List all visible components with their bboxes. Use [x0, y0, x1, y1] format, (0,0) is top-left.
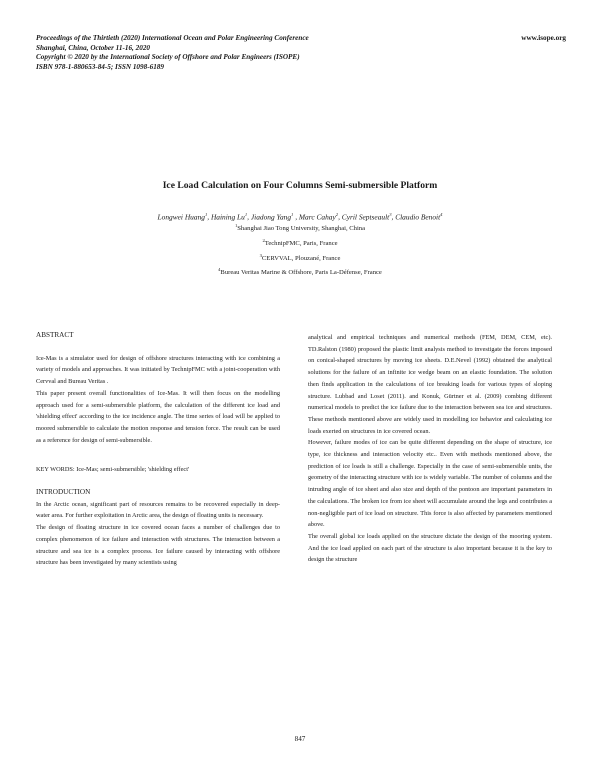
affiliation-mark: 3	[259, 253, 262, 258]
header-isbn: ISBN 978-1-880653-84-5; ISSN 1098-6189	[36, 62, 164, 71]
body-paragraph: However, failure modes of ice can be quite different depending on the shape of structure, ice type, ice thickness and interaction velocity etc.. Even with methods mentioned above, the prediction of ice loads is still a challenge. Especially in the case of semi-submersible units, the geometry of the interacting structure with ice is widely variable. The number of columns and the intruding angle of ice sheet and also size and depth of the pontoon are important parameters in the calculations. The broken ice from ice sheet will accumulate around the legs and contributes a non-negligible part of ice load on structure. This force is also affected by parameters mentioned above.	[308, 439, 552, 529]
keywords-text: Ice-Mas; semi-submersible; 'shielding effect'	[76, 466, 190, 474]
introduction-paragraph: In the Arctic ocean, significant part of resources remains to be recovered especially in deep-water area. For further exploitation in Arctic area, the design of floating units is necessary.	[36, 500, 280, 520]
affiliation	[0, 267, 600, 276]
introduction-paragraph: The design of floating structure in ice covered ocean faces a number of challenges due to complex phenomenon of ice failure and interaction with structures. The interaction between a structure and sea ice is a complex process. Ice failure caused by interacting with offshore structure has been investigated by many scientists using	[36, 524, 280, 567]
conference-header	[36, 34, 566, 72]
author-name: Longwei Huang	[157, 212, 205, 222]
author-name: Marc Cahay	[298, 212, 336, 222]
header-proceedings: Proceedings of the Thirtieth (2020) International Ocean and Polar Engineering Conference	[36, 34, 309, 42]
header-copyright: Copyright © 2020 by the International Society of Offshore and Polar Engineers (ISOPE)	[36, 53, 300, 62]
affiliation-mark: 4	[218, 267, 221, 272]
body-paragraph: The overall global ice loads applied on the structure dictate the design of the mooring system. And the ice load applied on each part of the structure is also important because it is the key to design the structure	[308, 532, 552, 564]
affiliation-mark: 2	[262, 238, 265, 243]
page-number: 847	[294, 735, 306, 743]
author-mark: 1	[204, 212, 208, 217]
introduction-heading: INTRODUCTION	[36, 488, 91, 497]
left-column	[36, 330, 280, 569]
header-website[interactable]: www.isope.org	[521, 34, 566, 42]
author-mark: 4	[440, 212, 443, 217]
abstract-heading: ABSTRACT	[36, 331, 74, 339]
affiliation-text: Bureau Veritas Marine & Offshore, Paris La-Défense, France	[220, 269, 382, 277]
affiliation-text: Shanghai Jiao Tong University, Shanghai, China	[237, 225, 366, 233]
affiliation	[0, 253, 600, 262]
author-list: Longwei Huang$^1$, Haining Lu$^1$, Jiadong Yang$^1$ , Marc Cahay$^2$, Cyril Septseault$^3$, Claudio Benoit$^4$	[157, 212, 443, 222]
affiliation-text: CERVVAL, Plouzané, France	[261, 255, 341, 263]
keywords	[36, 464, 280, 476]
author-name: Jiadong Yang	[250, 212, 292, 222]
abstract-paragraph: Ice-Mas is a simulator used for design of offshore structures interacting with ice combining a variety of models and approaches. It was initiated by TechnipFMC with a joint-cooperation with Cervval and Bureau Veritas .	[36, 354, 280, 386]
body-paragraph: analytical and empirical techniques and numerical methods (FEM, DEM, CEM, etc). TD.Ralston (1980) proposed the plastic limit analysis method to investigate the forces imposed on conical-shaped structures by moving ice sheets. D.E.Nevel (1992) obtained the analytical solutions for the failure of an infinite ice wedge beam on an elastic foundation. The solution then finds application in the calculations of ice breaking loads for various types of sloping structure. Lubbad and Loset (2011). and Konuk, Gürtner et al. (2009) combing different numerical models to predict the ice failure due to the interaction between sea ice and structures. These methods mentioned above are widely used in modelling ice behavior and calculating ice loads exerted on structures in ice covered ocean.	[308, 334, 552, 435]
right-column	[308, 332, 552, 566]
author-mark: 1	[244, 212, 248, 217]
author-mark: 2	[335, 212, 339, 217]
affiliation-mark: 1	[234, 223, 238, 228]
keywords-label: KEY WORDS:	[36, 466, 75, 474]
author-name: Cyril Septseault	[341, 212, 390, 222]
header-location-dates: Shanghai, China, October 11-16, 2020	[36, 43, 151, 52]
author-mark: 1	[291, 212, 294, 217]
author-name: Haining Lu	[210, 212, 245, 222]
paper-title: Ice Load Calculation on Four Columns Semi-submersible Platform	[162, 180, 438, 191]
author-mark: 3	[389, 212, 392, 217]
author-name: Claudio Benoit	[395, 212, 441, 222]
affiliation-text: TechnipFMC, Paris, France	[264, 240, 338, 248]
affiliation	[0, 238, 600, 247]
abstract-paragraph: This paper present overall functionalities of Ice-Mas. It will then focus on the modelling approach used for a semi-submersible platform, the calculation of the different ice load and 'shielding effect' according to the ice incidence angle. The time series of load will be applied to moored submersible to calculate the motion response and tension force. The result can be used as a reference for design of semi-submersible.	[36, 389, 280, 444]
affiliation	[0, 223, 600, 232]
